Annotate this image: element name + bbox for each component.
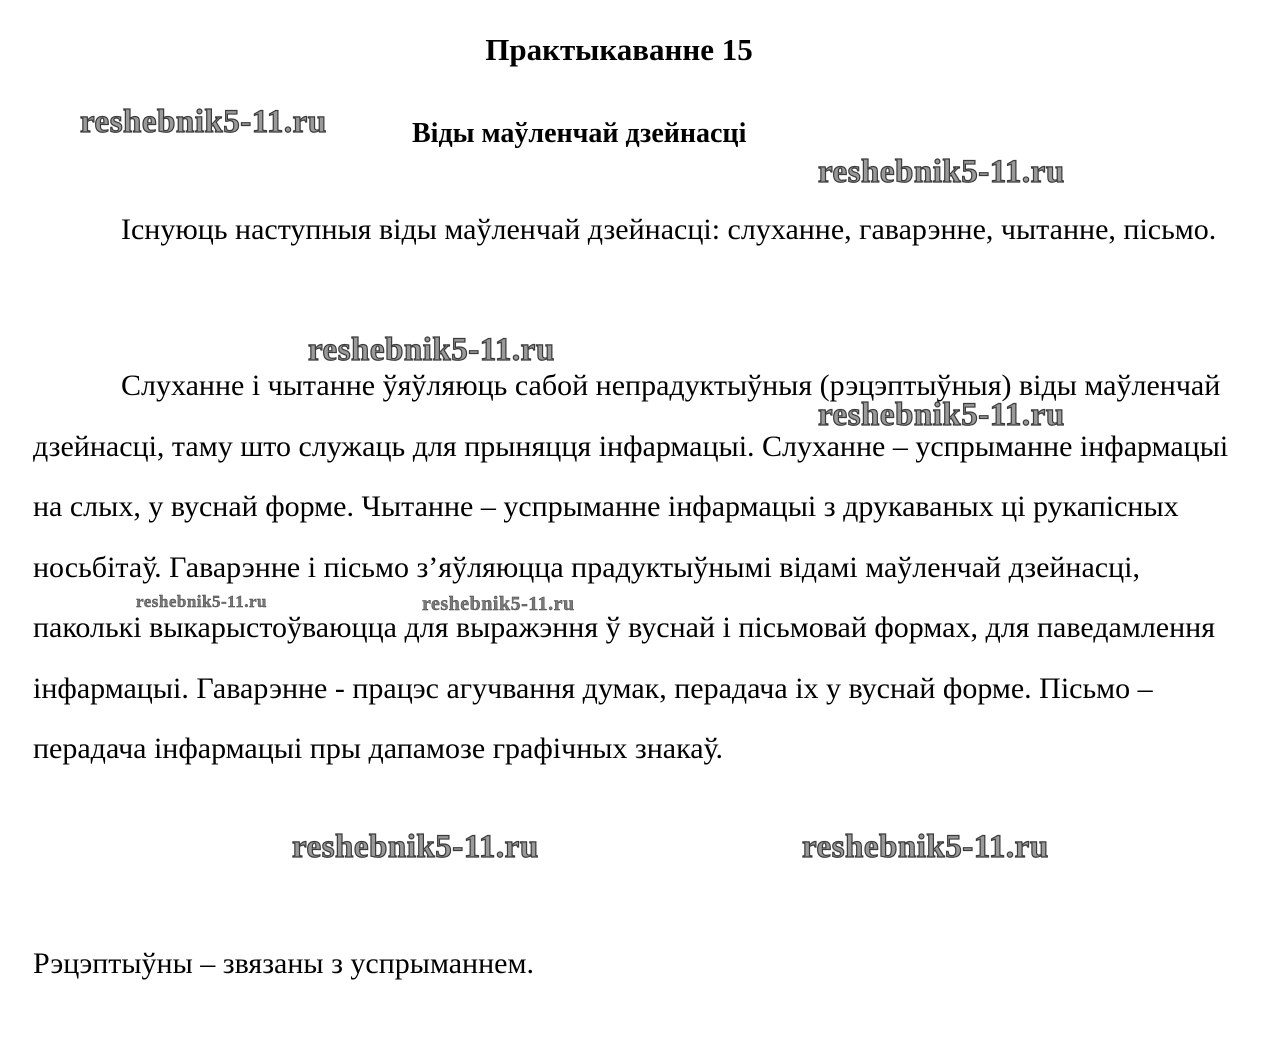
- watermark-logo: reshebnik5-11.ru: [802, 829, 1049, 865]
- section-subtitle: Віды маўленчай дзейнасці: [412, 118, 747, 149]
- paragraph-main: Слуханне і чытанне ўяўляюць сабой непрадуктыўныя (рэцэптыўныя) віды маўленчай дзейнасці, таму што служаць для прыняцця інфармацыі. Слуханне – успрыманне інфармацыі на слых, у вуснай форме. Чытанне – успрыманне інфармацыі з друкаваных ці рукапісных носьбітаў. Гаварэнне і пісьмо з’яўляюцца прадуктыўнымі відамі маўленчай дзейнасці, паколькі выкарыстоўваюцца для выражэння ў вуснай і пісьмовай формах, для паведамлення інфармацыі. Гаварэнне - працэс агучвання думак, перадача іх у вуснай форме. Пісьмо – перадача інфармацыі пры дапамозе графічных знакаў.: [33, 369, 1229, 765]
- watermark-logo: reshebnik5-11.ru: [292, 829, 539, 865]
- paragraph-definition: Рэцэптыўны – звязаны з успрыманнем.: [33, 947, 534, 980]
- paragraph-intro: Існуюць наступныя віды маўленчай дзейнасці: слуханне, гаварэнне, чытанне, пісьмо.: [121, 213, 1217, 246]
- page-title: Практыкаванне 15: [485, 32, 753, 67]
- watermark-logo: reshebnik5-11.ru: [818, 397, 1065, 433]
- watermark-logo: reshebnik5-11.ru: [308, 332, 555, 368]
- watermark-logo: reshebnik5-11.ru: [818, 154, 1065, 190]
- watermark-logo: reshebnik5-11.ru: [80, 104, 327, 140]
- watermark-logo: reshebnik5-11.ru: [422, 593, 575, 615]
- watermark-logo: reshebnik5-11.ru: [136, 592, 267, 611]
